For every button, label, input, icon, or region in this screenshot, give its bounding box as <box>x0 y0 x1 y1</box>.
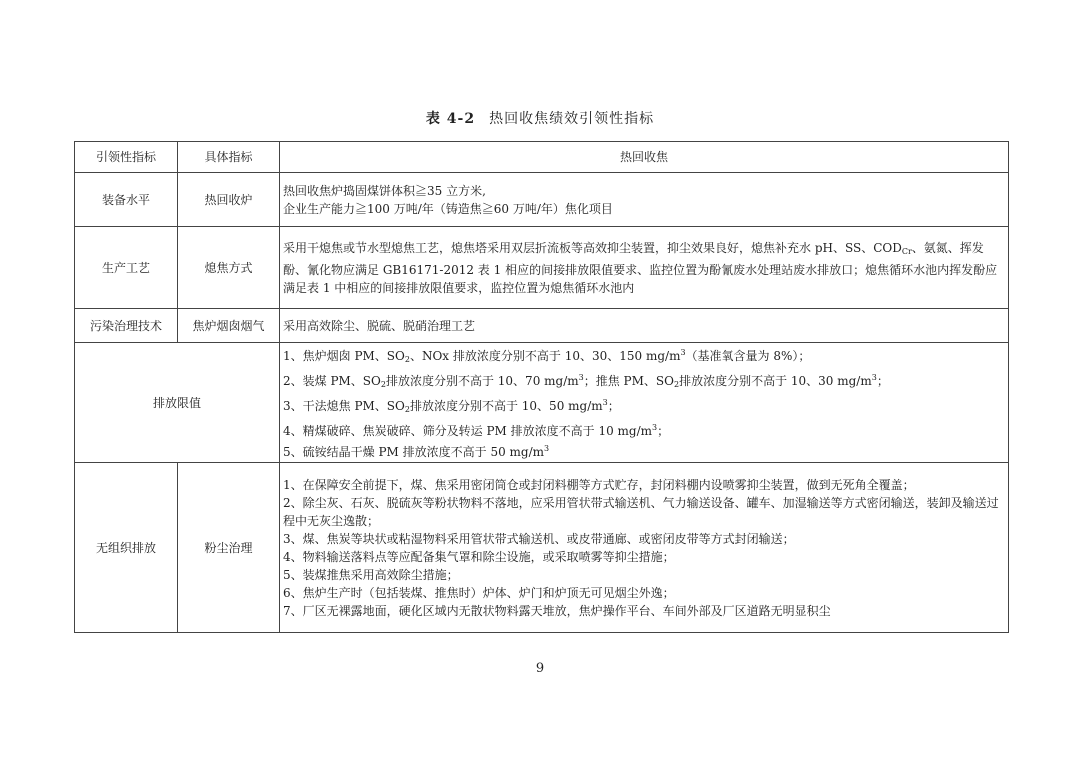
content-line: 2、装煤 PM、$SO_2$排放浓度分别不高于 10、70 $mg/m^3$；推焦 PM、$SO_2$排放浓度分别不高于 10、30 $mg/m^3$； <box>283 373 889 389</box>
header-specific-indicator: 具体指标 <box>178 142 280 173</box>
row-content <box>280 463 1009 633</box>
page-number: 9 <box>535 661 545 676</box>
content-line: 热回收焦炉捣固煤饼体积≧35 立方米, <box>283 183 486 198</box>
row-item: 粉尘治理 <box>178 463 280 633</box>
content-line: 5、装煤推焦采用高效除尘措施； <box>283 567 459 582</box>
table-row-fugitive <box>75 463 1009 633</box>
row-item: 熄焦方式 <box>178 227 280 309</box>
table-caption <box>0 108 1080 128</box>
content-line: 1、在保障安全前提下，煤、焦采用密闭筒仓或封闭料棚等方式贮存，封闭料棚内设喷雾抑尘装置，做到无死角全覆盖； <box>283 477 915 492</box>
table-header-row <box>75 142 1009 173</box>
row-item: 热回收炉 <box>178 173 280 227</box>
row-content <box>280 343 1009 463</box>
content-line: 6、焦炉生产时（包括装煤、推焦时）炉体、炉门和炉顶无可见烟尘外逸； <box>283 585 675 600</box>
row-content: 采用高效除尘、脱硫、脱硝治理工艺 <box>280 309 1009 343</box>
content-line: 4、物料输送落料点等应配备集气罩和除尘设施，或采取喷雾等抑尘措施； <box>283 549 675 564</box>
content-line: 4、精煤破碎、焦炭破碎、筛分及转运 PM 排放浓度不高于 10 $mg/m^3$； <box>283 423 670 438</box>
content-line: 3、干法熄焦 PM、$SO_2$排放浓度分别不高于 10、50 $mg/m^3$； <box>283 398 620 414</box>
row-category: 生产工艺 <box>75 227 178 309</box>
table-row-process <box>75 227 1009 309</box>
table-title: 热回收焦绩效引领性指标 <box>489 111 655 127</box>
row-category: 装备水平 <box>75 173 178 227</box>
content-line: 企业生产能力≧100 万吨/年（铸造焦≧60 万吨/年）焦化项目 <box>283 201 613 216</box>
table-row-pollution <box>75 309 1009 343</box>
row-item: 焦炉烟囱烟气 <box>178 309 280 343</box>
row-content: 采用干熄焦或节水型熄焦工艺，熄焦塔采用双层折流板等高效抑尘装置，抑尘效果良好，熄焦补充水 pH、SS、$COD_{Cr}$、氨氮、挥发酚、氰化物应满足 GB16171-2012 表 1 相应的间接排放限值要求、监控位置为酚氰废水处理站废水排放口；熄焦循环水池内挥发酚应满足表 1 中相应的间接排放限值要求，监控位置为熄焦循环水池内 <box>280 227 1009 309</box>
header-heat-recovery-coke: 热回收焦 <box>280 142 1009 173</box>
row-category: 污染治理技术 <box>75 309 178 343</box>
content-line: 5、硫铵结晶干燥 PM 排放浓度不高于 50 $mg/m^3$ <box>283 444 550 459</box>
content-line: 1、焦炉烟囱 PM、$SO_2$、NOx 排放浓度分别不高于 10、30、150 $mg/m^3$（基准氧含量为 8%）； <box>283 348 811 364</box>
content-line: 3、煤、焦炭等块状或粘湿物料采用管状带式输送机、或皮带通廊、或密闭皮带等方式封闭输送； <box>283 531 795 546</box>
row-category: 排放限值 <box>75 343 280 463</box>
content-line: 7、厂区无裸露地面，硬化区域内无散状物料露天堆放，焦炉操作平台、车间外部及厂区道路无明显积尘 <box>283 603 831 618</box>
row-category: 无组织排放 <box>75 463 178 633</box>
indicator-table <box>74 141 1009 633</box>
table-number: 表 4-2 <box>425 111 476 127</box>
content-line: 2、除尘灰、石灰、脱硫灰等粉状物料不落地，应采用管状带式输送机、气力输送设备、罐车、加湿输送等方式密闭输送，装卸及输送过程中无灰尘逸散； <box>283 495 999 528</box>
table-row-emission <box>75 343 1009 463</box>
header-leading-indicator: 引领性指标 <box>75 142 178 173</box>
table-row-equipment <box>75 173 1009 227</box>
row-content <box>280 173 1009 227</box>
